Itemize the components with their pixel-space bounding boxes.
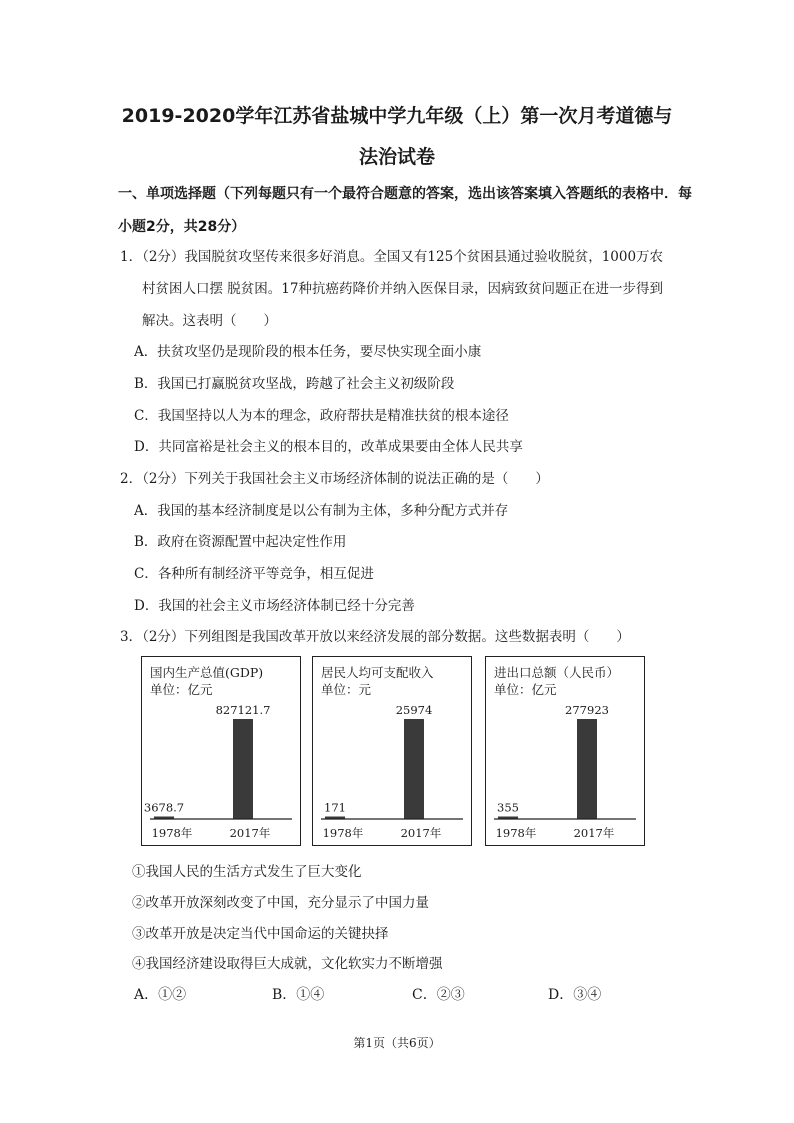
category-label: 2017年 [573, 826, 615, 840]
section-heading-line1: 一、单项选择题（下列每题只有一个最符合题意的答案，选出该答案填入答题纸的表格中．每 [118, 186, 692, 202]
q1-stem-line1: 1．（2分）我国脱贫攻坚传来很多好消息。全国又有125个贫困县通过验收脱贫，1000万农 [120, 249, 664, 265]
category-label: 1978年 [322, 826, 364, 840]
q3-statement-3: ③改革开放是决定当代中国命运的关键抉择 [132, 926, 389, 942]
chart-svg [313, 657, 471, 845]
q3-answer-c[interactable]: C．②③ [412, 987, 465, 1003]
q1-option-b[interactable]: B．我国已打赢脱贫攻坚战，跨越了社会主义初级阶段 [134, 376, 455, 392]
q1-option-d[interactable]: D．共同富裕是社会主义的根本目的，改革成果要由全体人民共享 [134, 439, 523, 455]
page-title-line1: 2019-2020学年江苏省盐城中学九年级（上）第一次月考道德与 [121, 105, 673, 127]
chart-unit-label: 单位：亿元 [494, 682, 557, 697]
section-heading-line2: 小题2分，共28分） [118, 219, 246, 235]
q3-statement-2: ②改革开放深刻改变了中国，充分显示了中国力量 [132, 895, 429, 911]
bar-value-label: 277923 [565, 703, 609, 717]
bar-value-label: 355 [497, 800, 519, 815]
bar-value-label: 25974 [395, 703, 433, 717]
chart-svg [486, 657, 644, 845]
chart-trade [485, 656, 645, 846]
q3-answer-d[interactable]: D．③④ [548, 987, 602, 1003]
q1-option-a[interactable]: A．扶贫攻坚仍是现阶段的根本任务，要尽快实现全面小康 [134, 344, 482, 360]
q3-answer-b[interactable]: B．①④ [272, 987, 325, 1003]
q2-option-d[interactable]: D．我国的社会主义市场经济体制已经十分完善 [134, 598, 415, 614]
q2-stem: 2．（2分）下列关于我国社会主义市场经济体制的说法正确的是（ ） [120, 471, 549, 487]
page-title-line2: 法治试卷 [358, 146, 435, 168]
bar-value-label: 3678.7 [143, 800, 185, 815]
q2-option-c[interactable]: C．各种所有制经济平等竞争，相互促进 [134, 566, 374, 582]
category-label: 2017年 [229, 826, 271, 840]
q1-stem-line3: 解决。这表明（ ） [142, 313, 277, 329]
chart-title: 进出口总额（人民币） [494, 665, 620, 680]
chart-title: 居民人均可支配收入 [321, 665, 434, 680]
q3-statement-4: ④我国经济建设取得巨大成就，文化软实力不断增强 [132, 956, 443, 972]
chart-gdp [141, 656, 301, 846]
bar-2017 [233, 719, 253, 819]
q3-statement-1: ①我国人民的生活方式发生了巨大变化 [132, 864, 362, 880]
bar-value-label: 827121.7 [215, 703, 271, 717]
q2-option-b[interactable]: B．政府在资源配置中起决定性作用 [134, 534, 347, 550]
q3-answer-a[interactable]: A．①② [134, 987, 187, 1003]
q2-option-a[interactable]: A．我国的基本经济制度是以公有制为主体，多种分配方式并存 [134, 503, 509, 519]
category-label: 2017年 [400, 826, 442, 840]
chart-title: 国内生产总值(GDP) [150, 665, 264, 680]
bar-2017 [577, 719, 597, 819]
page-footer: 第1页（共6页） [353, 1036, 441, 1050]
chart-unit-label: 单位：亿元 [150, 682, 213, 697]
chart-svg [142, 657, 300, 845]
bar-2017 [404, 719, 424, 819]
q1-stem-line2: 村贫困人口摆 脱贫困。17种抗癌药降价并纳入医保目录，因病致贫问题正在进一步得到 [142, 281, 663, 297]
bar-value-label: 171 [324, 800, 346, 815]
category-label: 1978年 [495, 826, 537, 840]
q1-option-c[interactable]: C．我国坚持以人为本的理念，政府帮扶是精准扶贫的根本途径 [134, 408, 509, 424]
q3-stem: 3．（2分）下列组图是我国改革开放以来经济发展的部分数据。这些数据表明（ ） [120, 629, 630, 645]
chart-income [312, 656, 472, 846]
chart-unit-label: 单位：元 [321, 682, 372, 697]
category-label: 1978年 [151, 826, 193, 840]
